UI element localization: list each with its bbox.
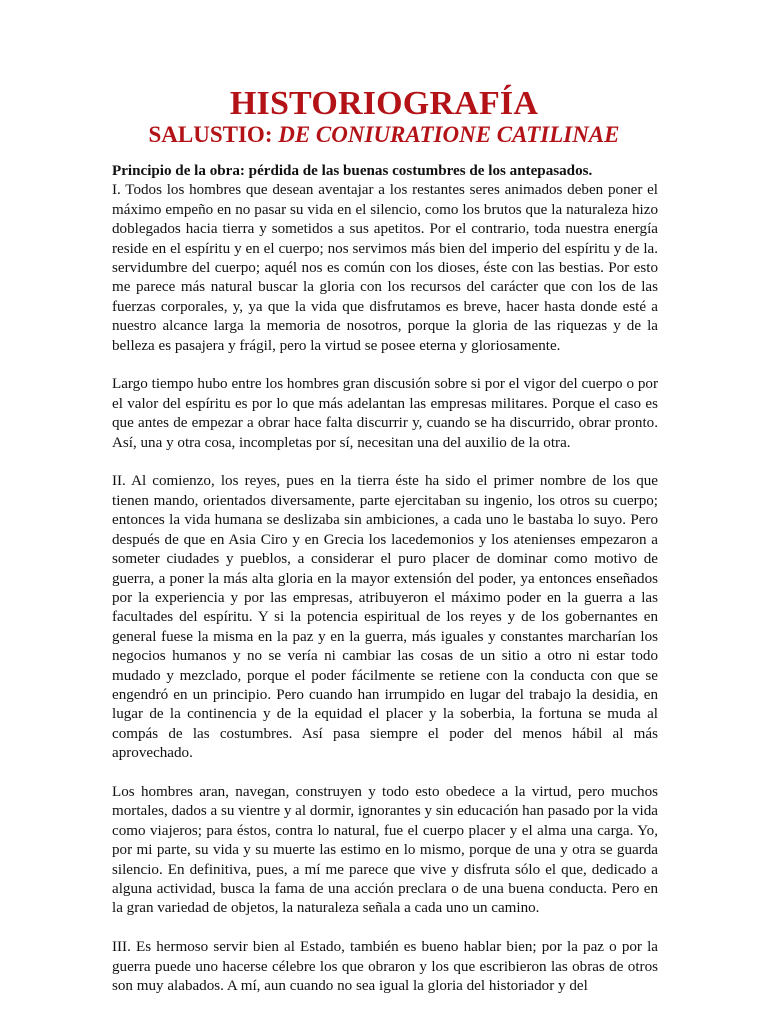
document-body: [112, 162, 658, 1016]
paragraph-4: Los hombres aran, navegan, construyen y todo esto obedece a la virtud, pero muchos mortales, dados a su vientre y al dormir, ignorantes y sin educación han pasado por la vida como viajeros; para éstos, contra lo natural, fue el cuerpo placer y el alma una carga. Yo, por mi parte, su vida y su muerte las estimo en lo mismo, porque de una y otra se guarda silencio. En definitiva, pues, a mí me parece que vive y disfruta sólo el que, dedicado a alguna actividad, busca la fama de una acción preclara o de una buena conducta. Pero en la gran variedad de objetos, la naturaleza señala a cada uno un camino.: [112, 783, 658, 917]
subtitle-work: DE CONIURATIONE CATILINAE: [278, 122, 620, 147]
paragraph-2: Largo tiempo hubo entre los hombres gran discusión sobre si por el vigor del cuerpo o por el valor del espíritu es por lo que más adelantan las empresas militares. Porque el caso es que antes de empezar a obrar hace falta discurrir y, cuando se ha discurrido, obrar pronto. Así, una y otra cosa, incompletas por sí, necesitan una del auxilio de la otra.: [112, 376, 658, 451]
subtitle-author: SALUSTIO:: [148, 122, 273, 147]
page-title: HISTORIOGRAFÍA: [229, 85, 539, 122]
section-heading: Principio de la obra: pérdida de las buenas costumbres de los antepasados.: [112, 163, 593, 179]
paragraph-1: I. Todos los hombres que desean aventajar a los restantes seres animados deben poner el máximo empeño en no pasar su vida en el silencio, como los brutos que la naturaleza hizo doblegados hacia tierra y sometidos a sus apetitos. Por el contrario, toda nuestra energía reside en el espíritu y en el cuerpo; nos servimos más bien del imperio del espíritu y de la. servidumbre del cuerpo; aquél nos es común con los dioses, éste con las bestias. Por esto me parece más natural buscar la gloria con los recursos del carácter que con los de las fuerzas corporales, y, ya que la vida que disfrutamos es breve, hacer hasta donde esté a nuestro alcance larga la memoria de nosotros, porque la gloria de las riquezas y de la belleza es pasajera y frágil, pero la virtud se posee eterna y gloriosamente.: [112, 182, 658, 354]
paragraph-5: III. Es hermoso servir bien al Estado, también es bueno hablar bien; por la paz o por la guerra puede uno hacerse célebre los que obraron y los que escribieron las obras de otros son muy alabados. A mí, aun cuando no sea igual la gloria del historiador y del: [112, 939, 658, 994]
page-subtitle: [0, 121, 768, 149]
paragraph-3: II. Al comienzo, los reyes, pues en la tierra éste ha sido el primer nombre de los que tienen mando, orientados diversamente, parte ejercitaban su ingenio, los otros su cuerpo; entonces la vida humana se deslizaba sin ambiciones, a cada uno le bastaba lo suyo. Pero después de que en Asia Ciro y en Grecia los lacedemonios y los atenienses empezaron a someter ciudades y pueblos, a considerar el puro placer de dominar como motivo de guerra, a poner la más alta gloria en la mayor extensión del poder, ya entonces enseñados por la experiencia y por las empresas, atribuyeron el máximo poder en la guerra a las facultades del espíritu. Y si la potencia espiritual de los reyes y de los gobernantes en general fuese la misma en la paz y en la guerra, más iguales y constantes marcharían los negocios humanos y no se vería ni cambiar las cosas de un sitio a otro ni estar todo mudado y mezclado, porque el poder fácilmente se retiene con la conducta con que se engendró en un principio. Pero cuando han irrumpido en lugar del trabajo la desidia, en lugar de la continencia y de la equidad el placer y la soberbia, la fortuna se muda al compás de las costumbres. Así pasa siempre el poder del menos hábil al más aprovechado.: [112, 473, 658, 762]
